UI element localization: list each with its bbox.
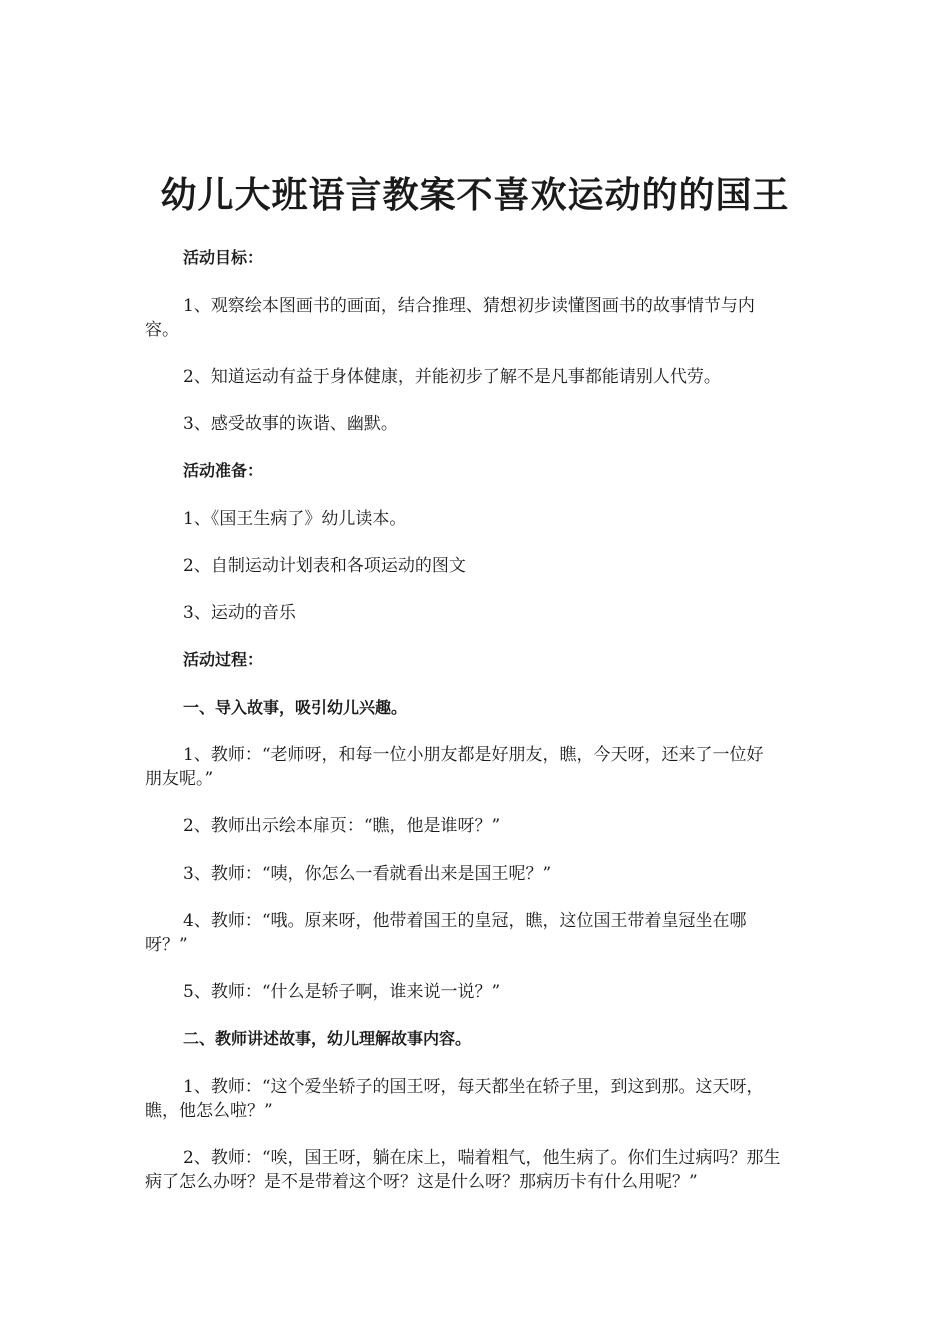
step-heading-2: 二、教师讲述故事，幼儿理解故事内容。 [183,1029,472,1048]
paragraph-goal-2: 2、知道运动有益于身体健康，并能初步了解不是凡事都能请别人代劳。 [183,367,721,387]
paragraph-step1-4-line-1: 4、教师：“哦。原来呀，他带着国王的皇冠，瞧，这位国王带着皇冠坐在哪 [183,911,747,931]
paragraph-goal-3: 3、感受故事的诙谐、幽默。 [183,414,398,434]
step-heading-1: 一、导入故事，吸引幼儿兴趣。 [183,698,408,717]
paragraph-prep-3: 3、运动的音乐 [183,603,296,623]
document-title: 幼儿大班语言教案不喜欢运动的的国王 [160,175,790,216]
section-heading-process: 活动过程： [183,650,264,669]
paragraph-step1-5: 5、教师：“什么是轿子啊，谁来说一说？” [183,982,501,1002]
paragraph-goal-1-line-1: 1、观察绘本图画书的画面，结合推理、猜想初步读懂图画书的故事情节与内 [183,296,755,316]
paragraph-goal-1-line-2: 容。 [145,320,179,340]
paragraph-step2-2-line-2: 病了怎么办呀？是不是带着这个呀？这是什么呀？那病历卡有什么用呢？” [145,1172,698,1192]
paragraph-prep-2: 2、自制运动计划表和各项运动的图文 [183,556,466,576]
paragraph-step1-1-line-2: 朋友呢。” [145,769,214,789]
paragraph-step1-2: 2、教师出示绘本扉页：“瞧，他是谁呀？” [183,816,501,836]
paragraph-step1-4-line-2: 呀？” [145,935,188,955]
paragraph-step2-1-line-2: 瞧，他怎么啦？” [145,1101,273,1121]
paragraph-step1-3: 3、教师：“咦，你怎么一看就看出来是国王呢？” [183,864,552,884]
paragraph-step1-1-line-1: 1、教师：“老师呀，和每一位小朋友都是好朋友，瞧，今天呀，还来了一位好 [183,745,764,765]
paragraph-step2-1-line-1: 1、教师：“这个爱坐轿子的国王呀，每天都坐在轿子里，到这到那。这天呀， [183,1077,764,1097]
paragraph-prep-1: 1、《国王生病了》幼儿读本。 [183,509,407,529]
section-heading-prep: 活动准备： [183,461,264,480]
section-heading-goals: 活动目标： [183,248,264,267]
paragraph-step2-2-line-1: 2、教师：“唉，国王呀，躺在床上，喘着粗气，他生病了。你们生过病吗？那生 [183,1148,781,1168]
